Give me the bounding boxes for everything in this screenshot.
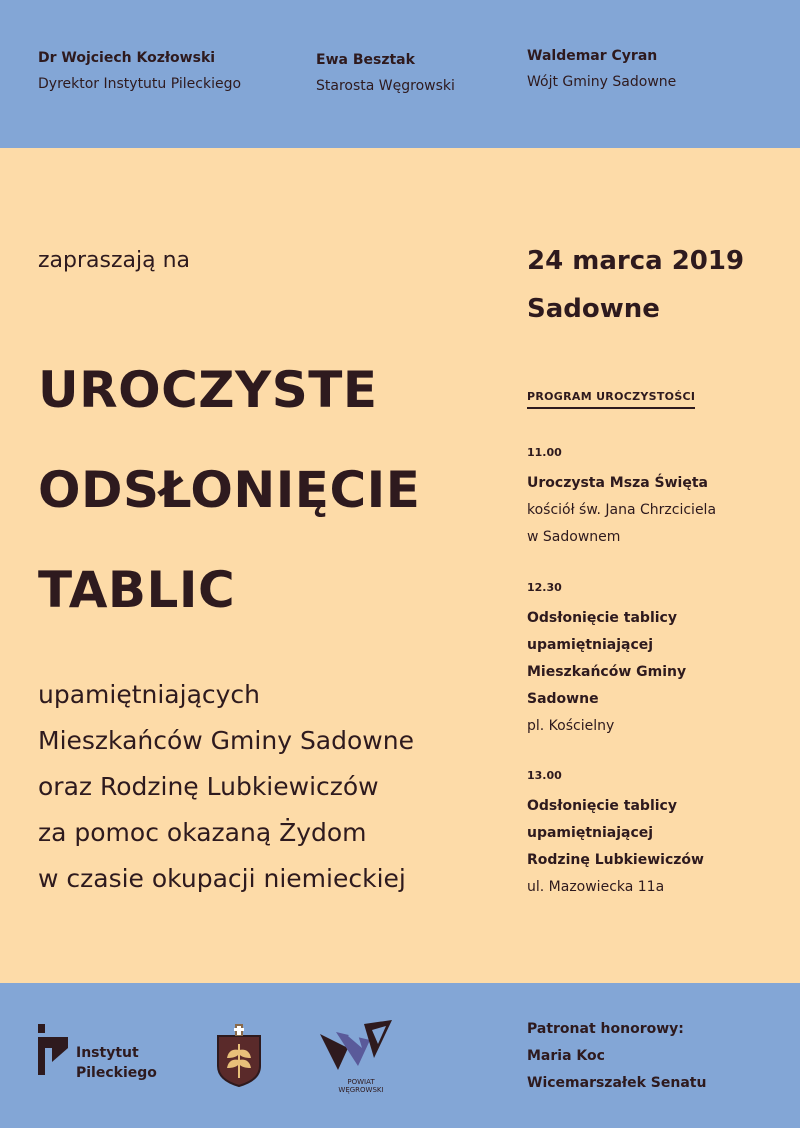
- headline-line: ODSŁONIĘCIE: [38, 461, 421, 519]
- host-name: Dr Wojciech Kozłowski: [38, 50, 216, 66]
- logo-text: Pileckiego: [76, 1065, 157, 1081]
- program-title: PROGRAM UROCZYSTOŚCI: [527, 390, 695, 409]
- event-location: pl. Kościelny: [527, 718, 615, 734]
- instytut-pileckiego-wordmark: [76, 1043, 157, 1083]
- headline: [38, 340, 420, 640]
- patron-label: Patronat honorowy:: [527, 1021, 684, 1037]
- sadowne-crest-icon: [214, 1022, 264, 1088]
- event-title: Mieszkańców Gminy: [527, 664, 687, 680]
- event-place: Sadowne: [527, 294, 660, 324]
- event-date: 24 marca 2019: [527, 246, 745, 276]
- instytut-pileckiego-logo-icon: [38, 1024, 72, 1078]
- powiat-wordmark: [326, 1078, 396, 1094]
- program-event: [527, 581, 686, 740]
- event-title: upamiętniającej: [527, 637, 654, 653]
- event-location: w Sadownem: [527, 529, 621, 545]
- host-starosta: [316, 50, 455, 96]
- description-line: upamiętniających: [38, 680, 261, 709]
- host-role: Dyrektor Instytutu Pileckiego: [38, 76, 242, 92]
- event-title: Rodzinę Lubkiewiczów: [527, 852, 704, 868]
- logo-text: WĘGROWSKI: [338, 1086, 384, 1094]
- host-wojt: [527, 46, 676, 92]
- description-line: Mieszkańców Gminy Sadowne: [38, 726, 414, 755]
- host-name: Waldemar Cyran: [527, 48, 658, 64]
- program-event: [527, 769, 704, 901]
- description: [38, 672, 414, 902]
- description-line: za pomoc okazaną Żydom: [38, 818, 367, 847]
- honorary-patronage: [527, 1016, 706, 1097]
- logo-text: Instytut: [76, 1045, 139, 1061]
- program-event: [527, 446, 716, 551]
- event-time: 12.30: [527, 581, 562, 594]
- event-location: kościół św. Jana Chrzciciela: [527, 502, 717, 518]
- headline-line: TABLIC: [38, 561, 236, 619]
- event-title: Odsłonięcie tablicy: [527, 798, 677, 814]
- event-time: 13.00: [527, 769, 562, 782]
- event-title: Uroczysta Msza Święta: [527, 475, 708, 491]
- event-title: upamiętniającej: [527, 825, 654, 841]
- powiat-wegrowski-logo-icon: [318, 1018, 398, 1076]
- event-time: 11.00: [527, 446, 562, 459]
- patron-name: Maria Koc: [527, 1048, 605, 1064]
- event-title: Odsłonięcie tablicy: [527, 610, 677, 626]
- description-line: oraz Rodzinę Lubkiewiczów: [38, 772, 379, 801]
- event-location: ul. Mazowiecka 11a: [527, 879, 665, 895]
- host-name: Ewa Besztak: [316, 52, 415, 68]
- logo-text: POWIAT: [347, 1078, 375, 1086]
- host-role: Starosta Węgrowski: [316, 78, 455, 94]
- host-role: Wójt Gminy Sadowne: [527, 74, 677, 90]
- description-line: w czasie okupacji niemieckiej: [38, 864, 406, 893]
- event-title: Sadowne: [527, 691, 599, 707]
- host-director: [38, 48, 241, 94]
- headline-line: UROCZYSTE: [38, 361, 378, 419]
- invite-text: zapraszają na: [38, 248, 191, 273]
- patron-title: Wicemarszałek Senatu: [527, 1075, 707, 1091]
